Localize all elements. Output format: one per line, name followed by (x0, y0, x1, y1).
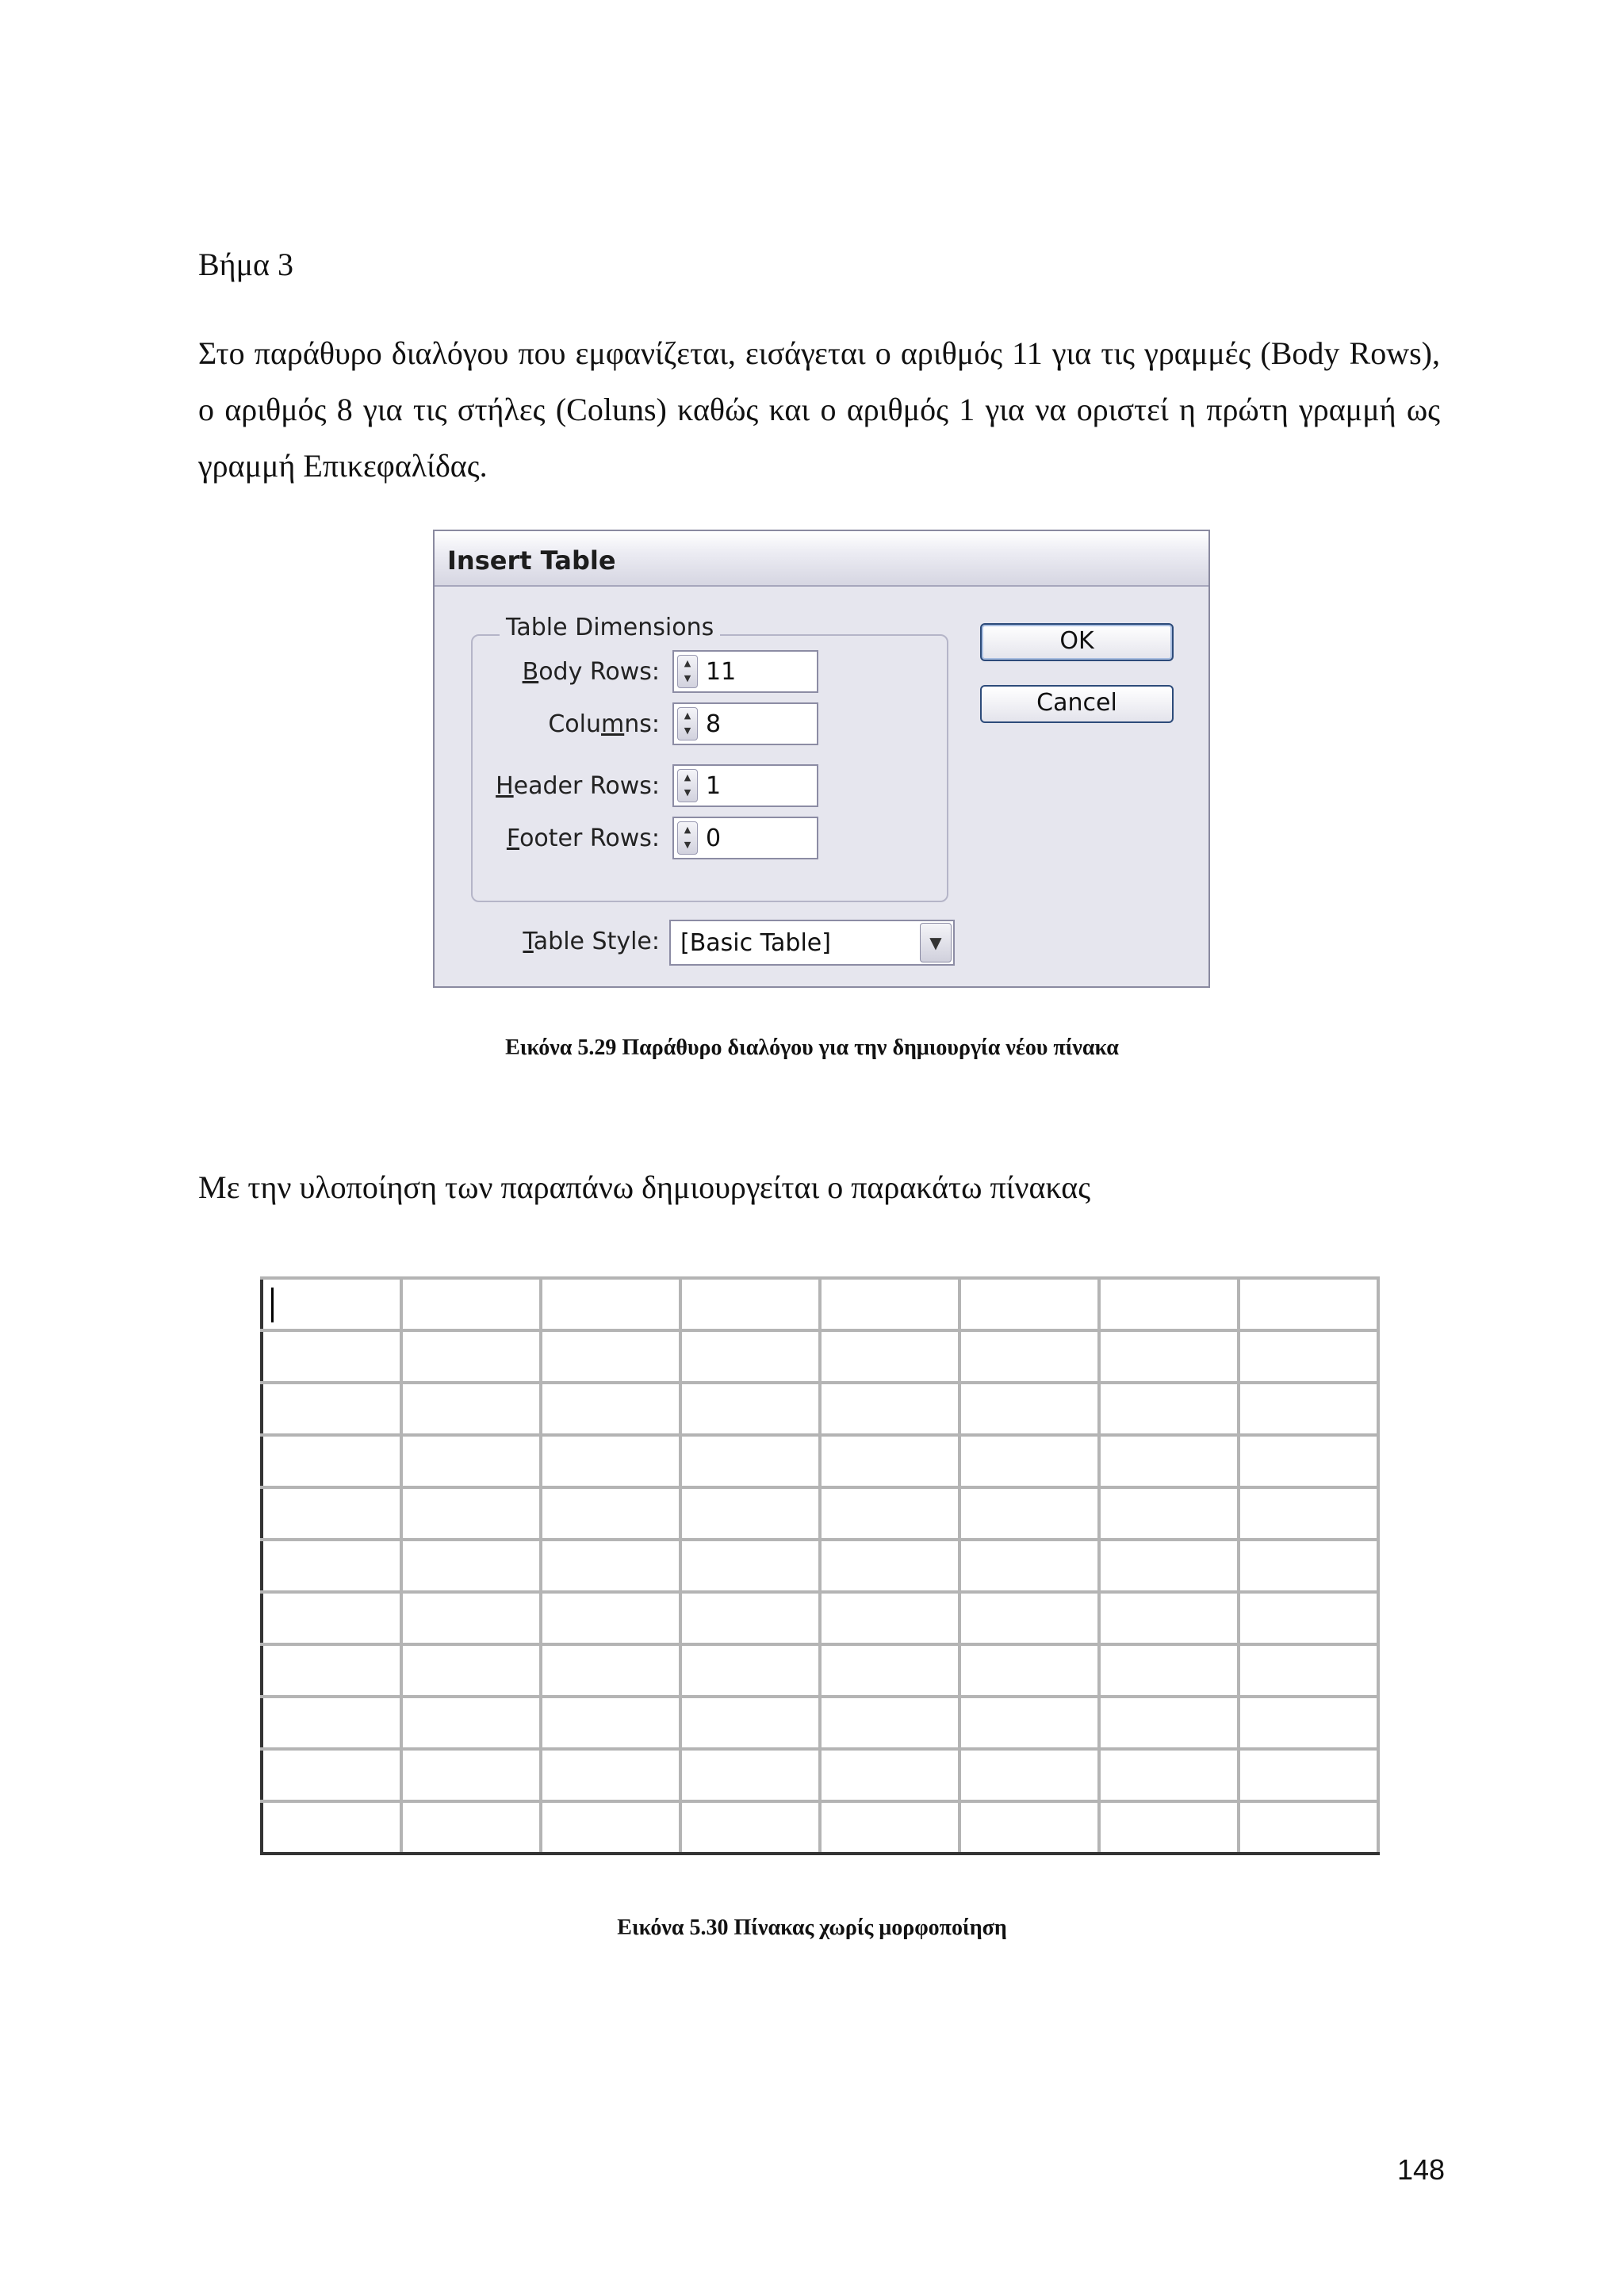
table-cell[interactable] (1099, 1749, 1239, 1801)
table-cell[interactable] (541, 1435, 680, 1487)
table-style-value: [Basic Table] (680, 929, 831, 957)
table-cell[interactable] (1239, 1435, 1378, 1487)
table-cell[interactable] (262, 1697, 401, 1749)
table-cell[interactable] (1239, 1540, 1378, 1592)
table-cell[interactable] (820, 1697, 959, 1749)
table-cell[interactable] (1099, 1697, 1239, 1749)
table-cell[interactable] (401, 1644, 541, 1697)
table-cell[interactable] (541, 1749, 680, 1801)
page-number: 148 (1397, 2153, 1446, 2186)
table-cell[interactable] (401, 1749, 541, 1801)
table-cell[interactable] (541, 1540, 680, 1592)
table-cell[interactable] (820, 1801, 959, 1854)
table-row (262, 1697, 1378, 1749)
table-cell[interactable] (541, 1697, 680, 1749)
table-cell[interactable] (401, 1697, 541, 1749)
table-cell[interactable] (959, 1540, 1099, 1592)
table-cell[interactable] (1099, 1487, 1239, 1540)
table-cell[interactable] (262, 1801, 401, 1854)
insert-table-dialog (433, 530, 1210, 988)
table-cell[interactable] (541, 1330, 680, 1383)
table-cell[interactable] (541, 1644, 680, 1697)
table-row (262, 1801, 1378, 1854)
table-cell[interactable] (959, 1487, 1099, 1540)
table-cell[interactable] (1239, 1330, 1378, 1383)
table-cell[interactable] (820, 1330, 959, 1383)
body-rows-spin-arrows[interactable]: ▲ ▼ (677, 655, 698, 688)
table-cell[interactable] (820, 1383, 959, 1435)
header-rows-label: Header Rows: (496, 772, 660, 800)
table-cell[interactable] (1099, 1383, 1239, 1435)
table-style-label: Table Style: (523, 928, 660, 955)
table-cell[interactable] (680, 1644, 820, 1697)
table-cell[interactable] (959, 1383, 1099, 1435)
footer-rows-spin-arrows[interactable]: ▲ ▼ (677, 821, 698, 855)
table-cell[interactable] (1239, 1697, 1378, 1749)
table-cell[interactable] (680, 1592, 820, 1644)
table-cell[interactable] (262, 1487, 401, 1540)
table-cell[interactable] (820, 1749, 959, 1801)
table-row (262, 1383, 1378, 1435)
table-row (262, 1540, 1378, 1592)
columns-spin-arrows[interactable]: ▲ ▼ (677, 707, 698, 740)
table-cell[interactable] (541, 1801, 680, 1854)
table-cell[interactable] (680, 1330, 820, 1383)
body-rows-label: Body Rows: (522, 658, 660, 686)
table-cell[interactable] (541, 1592, 680, 1644)
table-cell[interactable] (959, 1330, 1099, 1383)
table-cell[interactable] (401, 1801, 541, 1854)
table-cell[interactable] (1099, 1592, 1239, 1644)
table-cell[interactable] (959, 1592, 1099, 1644)
table-cell[interactable] (262, 1540, 401, 1592)
table-cell[interactable] (1099, 1644, 1239, 1697)
columns-stepper[interactable] (672, 702, 818, 745)
table-dimensions-label: Table Dimensions (500, 614, 720, 641)
table-cell[interactable] (262, 1330, 401, 1383)
table-cell[interactable] (820, 1540, 959, 1592)
table-cell[interactable] (820, 1644, 959, 1697)
result-paragraph: Με την υλοποίηση των παραπάνω δημιουργείται ο παρακάτω πίνακας (198, 1169, 1091, 1205)
chevron-down-icon[interactable]: ▼ (920, 923, 952, 962)
table-cell[interactable] (959, 1278, 1099, 1330)
table-cell[interactable] (1099, 1540, 1239, 1592)
table-cell[interactable] (401, 1383, 541, 1435)
header-rows-stepper[interactable] (672, 764, 818, 807)
cancel-button[interactable]: Cancel (980, 685, 1174, 723)
table-row (262, 1592, 1378, 1644)
table-style-select[interactable] (669, 920, 955, 966)
header-rows-spin-arrows[interactable]: ▲ ▼ (677, 769, 698, 802)
footer-rows-value: 0 (706, 825, 722, 852)
table-cell[interactable] (1099, 1435, 1239, 1487)
dialog-title: Insert Table (447, 545, 616, 576)
table-cell[interactable] (1099, 1801, 1239, 1854)
table-cell[interactable] (401, 1330, 541, 1383)
footer-rows-label: Footer Rows: (506, 825, 660, 852)
dialog-titlebar[interactable] (435, 531, 1208, 587)
columns-label: Columns: (548, 710, 660, 738)
body-rows-stepper[interactable] (672, 650, 818, 693)
table-row (262, 1278, 1378, 1330)
table-cell[interactable] (959, 1801, 1099, 1854)
figure-caption-2: Εικόνα 5.30 Πίνακας χωρίς μορφοποίηση (617, 1915, 1007, 1940)
table-cell[interactable] (680, 1540, 820, 1592)
ok-button[interactable]: OK (980, 623, 1174, 661)
table-cell[interactable] (1239, 1278, 1378, 1330)
table-cell[interactable] (680, 1383, 820, 1435)
intro-paragraph: Στο παράθυρο διαλόγου που εμφανίζεται, εισάγεται ο αριθμός 11 για τις γραμμές (Body Rows), ο αριθμός 8 για τις στήλες (Coluns) καθώς και ο αριθμός 1 για να οριστεί η πρώτη γραμμή ως γραμμή Επικεφαλίδας. (198, 335, 1440, 484)
body-rows-value: 11 (706, 658, 737, 686)
table-cell[interactable] (541, 1383, 680, 1435)
table-cell[interactable] (959, 1435, 1099, 1487)
empty-table (260, 1276, 1380, 1855)
table-cell[interactable] (1239, 1592, 1378, 1644)
table-cell[interactable] (680, 1487, 820, 1540)
table-cell[interactable] (262, 1749, 401, 1801)
table-cell[interactable] (1239, 1749, 1378, 1801)
table-cell[interactable] (1239, 1487, 1378, 1540)
header-rows-value: 1 (706, 772, 722, 800)
text-cursor (271, 1288, 274, 1322)
table-cell[interactable] (262, 1644, 401, 1697)
table-row (262, 1330, 1378, 1383)
table-cell[interactable] (1239, 1801, 1378, 1854)
table-cell[interactable] (820, 1278, 959, 1330)
table-cell[interactable] (262, 1435, 401, 1487)
table-cell[interactable] (820, 1487, 959, 1540)
figure-caption-1: Εικόνα 5.29 Παράθυρο διαλόγου για την δημιουργία νέου πίνακα (505, 1035, 1119, 1060)
table-cell[interactable] (959, 1749, 1099, 1801)
table-cell[interactable] (680, 1278, 820, 1330)
table-cell[interactable] (401, 1278, 541, 1330)
table-cell[interactable] (959, 1697, 1099, 1749)
table-cell[interactable] (1099, 1278, 1239, 1330)
footer-rows-stepper[interactable] (672, 817, 818, 859)
table-cell[interactable] (541, 1487, 680, 1540)
table-cell[interactable] (680, 1801, 820, 1854)
table-row (262, 1487, 1378, 1540)
table-cell[interactable] (541, 1278, 680, 1330)
table-cell[interactable] (262, 1383, 401, 1435)
table-cell[interactable] (680, 1435, 820, 1487)
table-cell[interactable] (401, 1435, 541, 1487)
table-cell[interactable] (820, 1435, 959, 1487)
table-cell[interactable] (959, 1644, 1099, 1697)
table-row (262, 1644, 1378, 1697)
table-cell[interactable] (1239, 1383, 1378, 1435)
table-cell[interactable] (1239, 1644, 1378, 1697)
table-row (262, 1435, 1378, 1487)
table-row (262, 1749, 1378, 1801)
table-cell[interactable] (262, 1592, 401, 1644)
table-cell-active[interactable] (262, 1278, 401, 1330)
table-cell[interactable] (401, 1540, 541, 1592)
table-cell[interactable] (1099, 1330, 1239, 1383)
table-cell[interactable] (401, 1487, 541, 1540)
table-cell[interactable] (820, 1592, 959, 1644)
table-cell[interactable] (401, 1592, 541, 1644)
table-cell[interactable] (680, 1697, 820, 1749)
table-cell[interactable] (680, 1749, 820, 1801)
step-heading: Βήμα 3 (198, 247, 293, 282)
columns-value: 8 (706, 710, 722, 738)
